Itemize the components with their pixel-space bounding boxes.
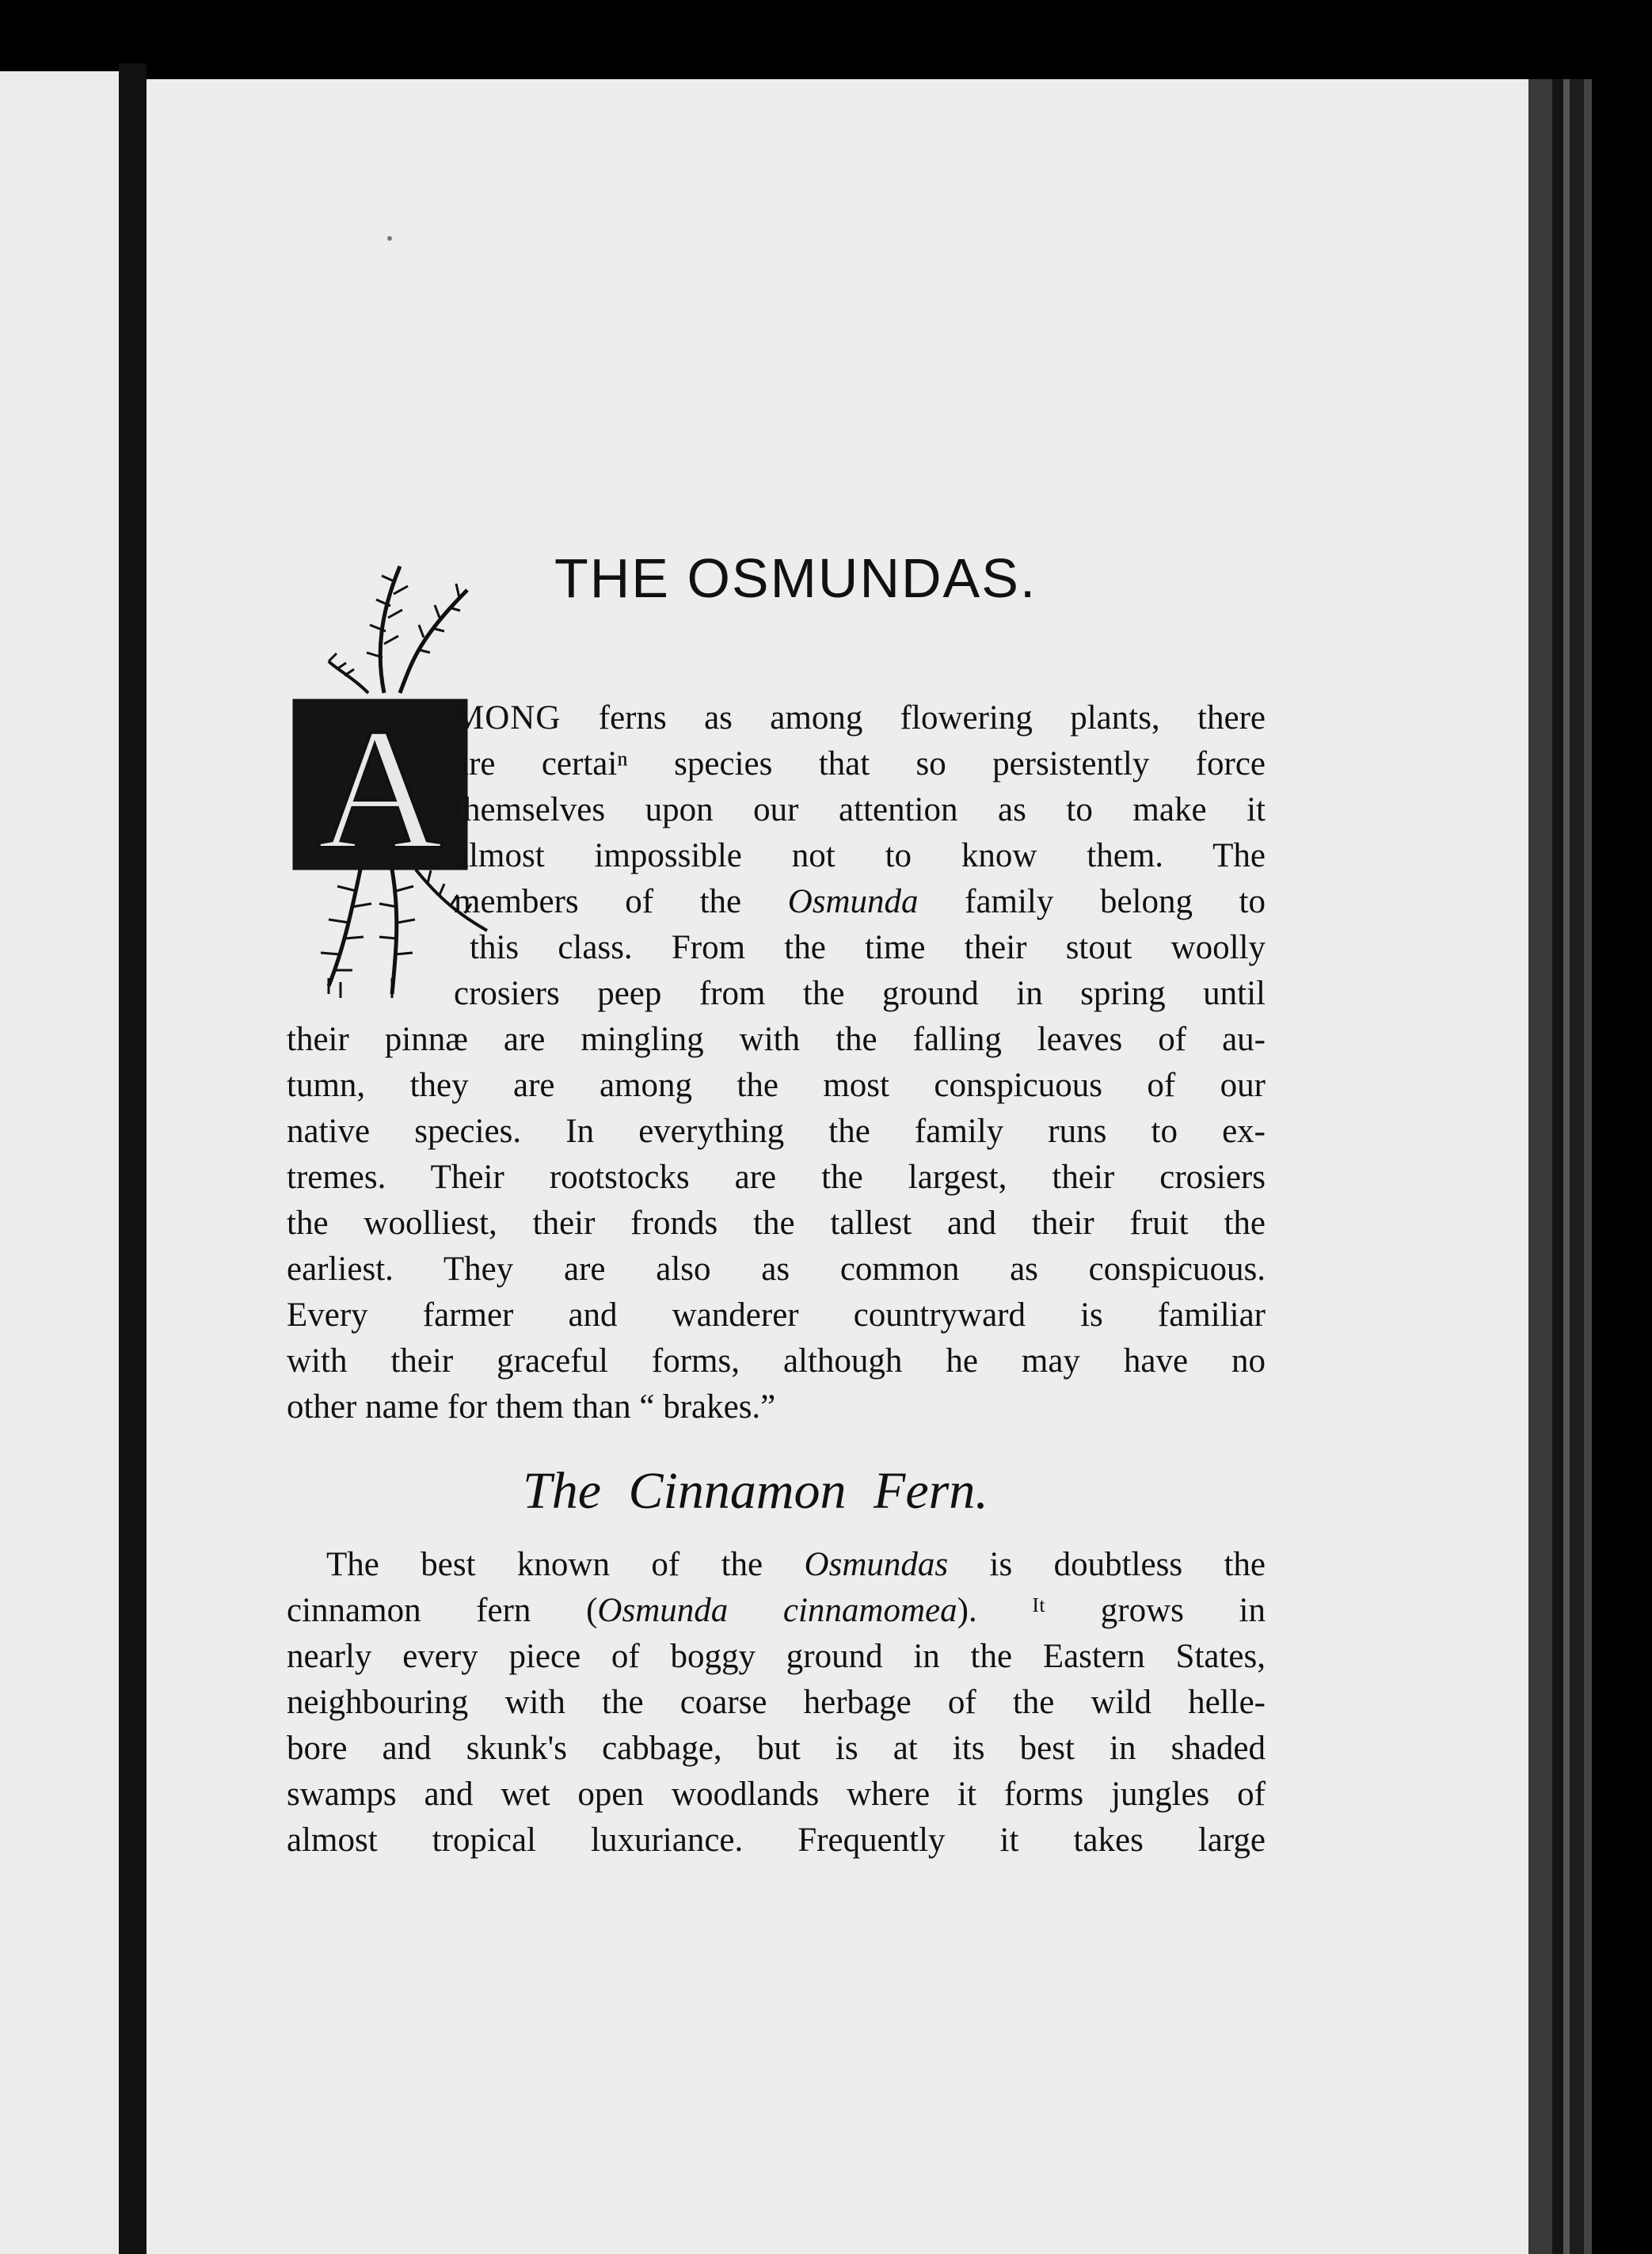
text-line: almost tropical luxuriance. Frequently it takes large: [287, 1822, 1266, 1859]
text-line: themselves upon our attention as to make it: [454, 791, 1266, 828]
text-line: The best known of the Osmundas is doubtless the: [326, 1546, 1266, 1583]
drop-cap-letter: A: [317, 692, 443, 885]
text-line: the woolliest, their fronds the tallest and their fruit the: [287, 1205, 1266, 1242]
text-line: tremes. Their rootstocks are the largest, their crosiers: [287, 1159, 1266, 1196]
page-edge: [1552, 79, 1563, 2254]
drop-cap-continuation: MONG: [454, 699, 561, 737]
text-line: with their graceful forms, although he may have no: [287, 1342, 1266, 1380]
text-line: earliest. They are also as common as conspicuous.: [287, 1251, 1266, 1288]
text-line: neighbouring with the coarse herbage of the wild helle-: [287, 1684, 1266, 1721]
section-subheading: The Cinnamon Fern.: [523, 1462, 988, 1520]
text-line: native species. In everything the family runs to ex-: [287, 1113, 1266, 1150]
text-line: swamps and wet open woodlands where it forms jungles of: [287, 1776, 1266, 1813]
text-line: crosiers peep from the ground in spring until: [454, 975, 1266, 1012]
text-line: other name for them than “ brakes.”: [287, 1388, 776, 1426]
text-line: members of the Osmunda family belong to: [454, 883, 1266, 920]
text-line: nearly every piece of boggy ground in the Eastern States,: [287, 1638, 1266, 1675]
text-line: almost impossible not to know them. The: [454, 837, 1266, 874]
page-edge: [1584, 79, 1592, 2254]
page-edge: [1570, 79, 1584, 2254]
text-line: their pinnæ are mingling with the falling leaves of au-: [287, 1021, 1266, 1058]
text-line: are certaiⁿ species that so persistently force: [454, 745, 1266, 782]
text-line: this class. From the time their stout woolly: [470, 929, 1266, 966]
page-edge: [1563, 79, 1570, 2254]
text-line: Every farmer and wanderer countryward is familiar: [287, 1296, 1266, 1334]
speck: [387, 236, 392, 241]
book-gutter: [119, 63, 147, 2254]
chapter-heading: THE OSMUNDAS.: [554, 547, 1037, 609]
text-line: tumn, they are among the most conspicuous of our: [287, 1067, 1266, 1104]
text-line: cinnamon fern (Osmunda cinnamomea). ᴵᵗ grows in: [287, 1592, 1266, 1629]
facing-page-edge: [0, 71, 119, 2254]
text-line: bore and skunk's cabbage, but is at its best in shaded: [287, 1730, 1266, 1767]
page-edge: [1592, 79, 1652, 2254]
page-edge: [1528, 79, 1552, 2254]
text-line: MONG ferns as among flowering plants, there: [454, 699, 1266, 737]
